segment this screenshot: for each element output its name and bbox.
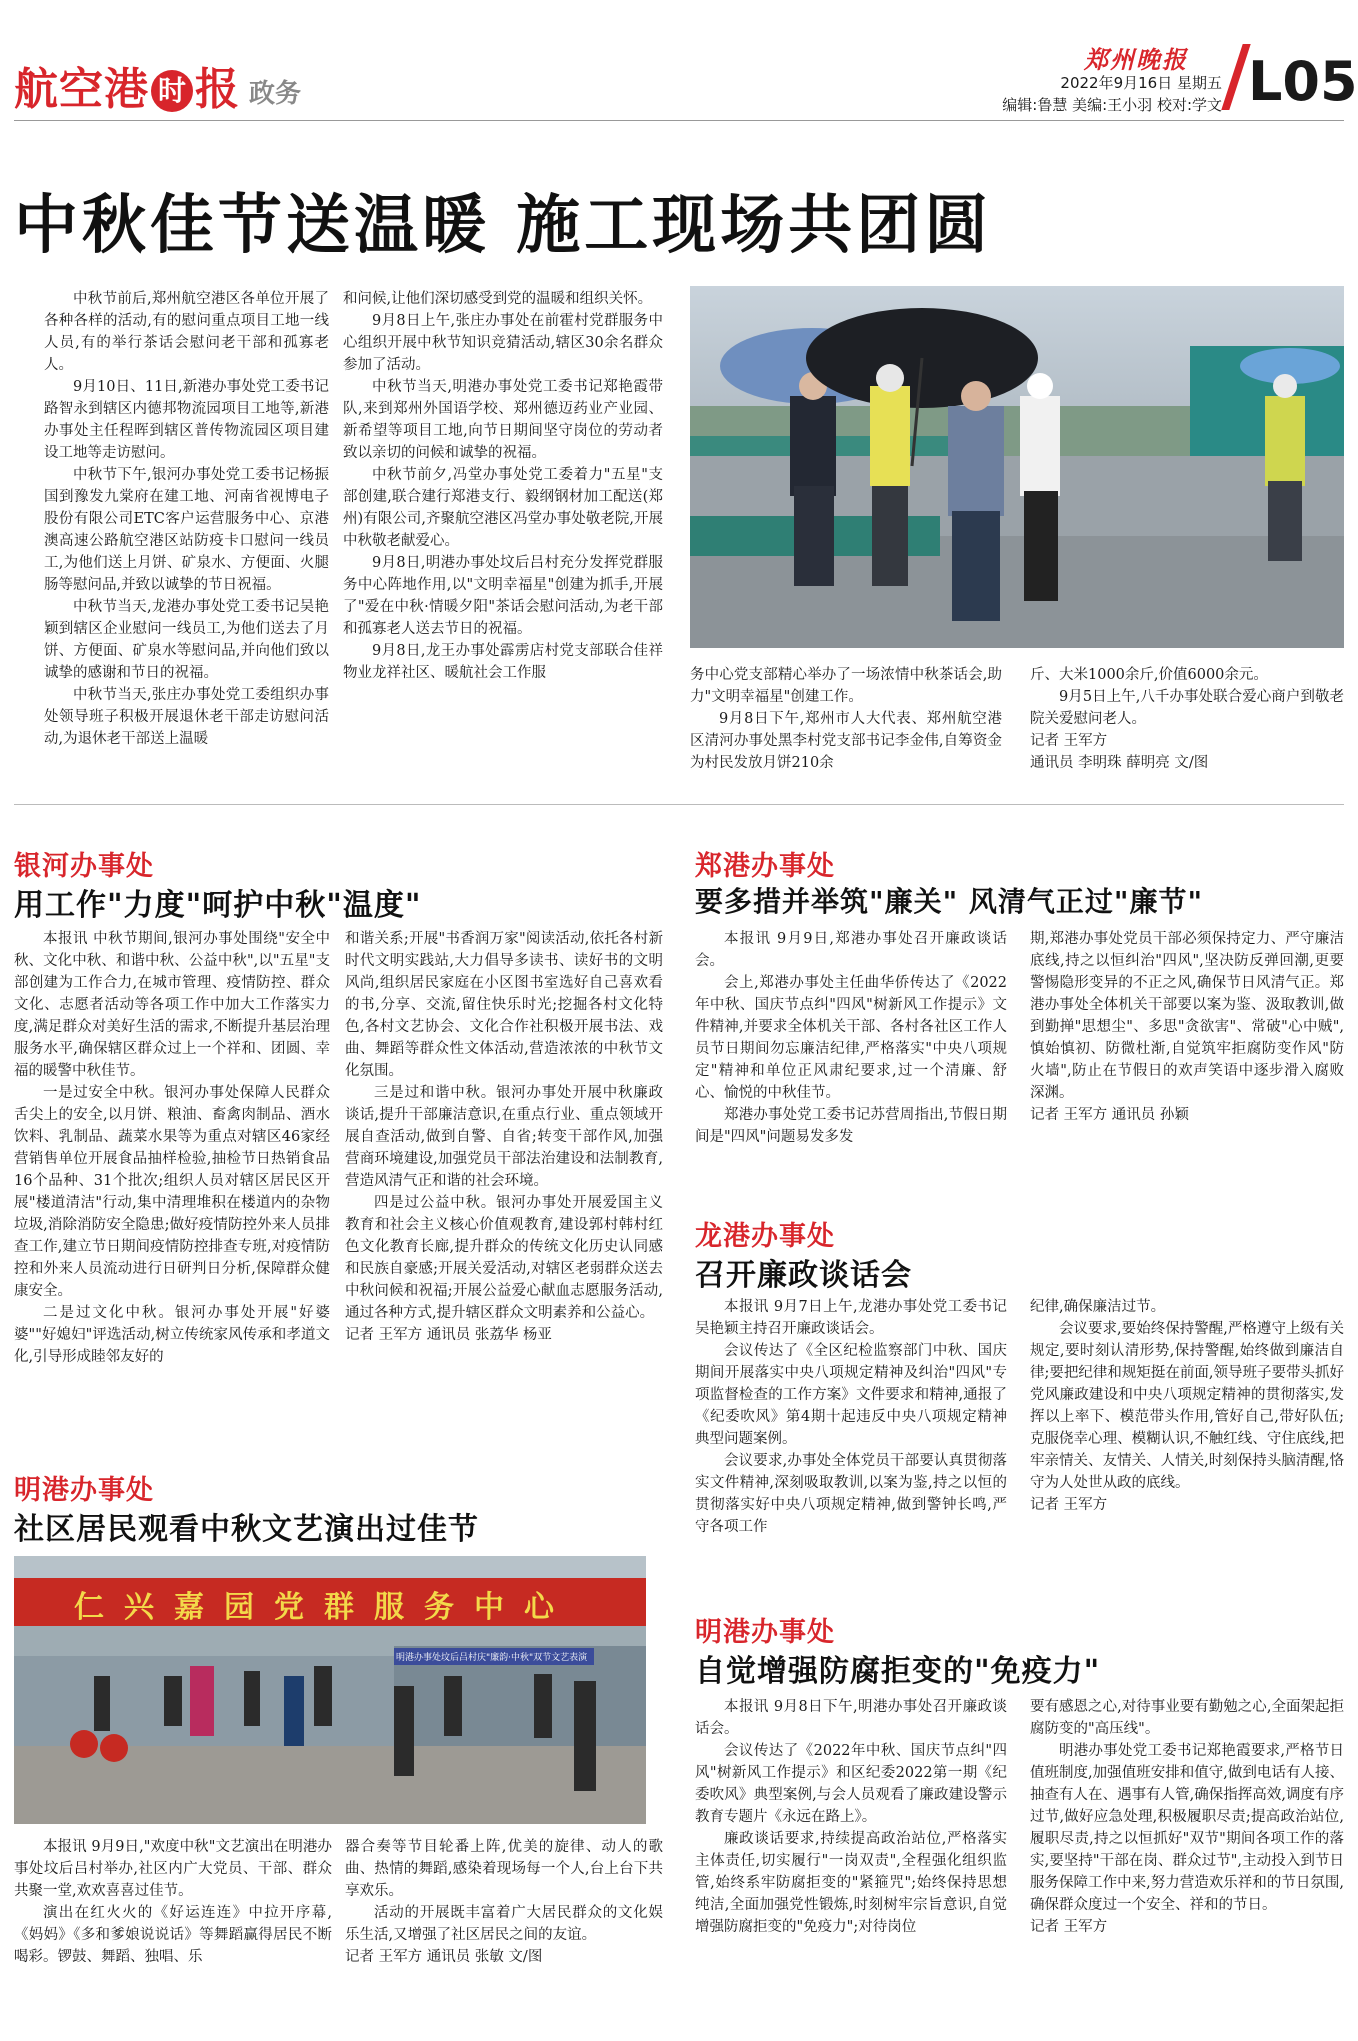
paragraph: 斤、大米1000余斤,价值6000余元。 [1030,667,1268,683]
paragraph: 和问候,让他们深切感受到党的温暖和组织关怀。 [343,291,653,307]
lead-column-1 [44,288,329,750]
minggang-photo [14,1556,646,1824]
paragraph: 郑港办事处党工委书记苏营周指出,节假日期间是"四风"问题易发多发 [695,1107,1007,1145]
byline: 记者 王军方 通讯员 孙颖 [1030,1107,1189,1123]
paragraph: 演出在红火火的《好运连连》中拉开序幕,《妈妈》《多和爹娘说说话》等舞蹈赢得居民不断喝彩。锣鼓、舞蹈、独唱、乐 [14,1905,332,1965]
headline-minggang-2: 自觉增强防腐拒变的"免疫力" [695,1654,1101,1689]
paragraph: 中秋节当天,龙港办事处党工委书记吴艳颖到辖区企业慰问一线员工,为他们送去了月饼、方便面、矿泉水等慰问品,并向他们致以诚挚的感谢和节日的祝福。 [44,599,329,681]
byline: 记者 王军方 通讯员 张荔华 杨亚 [345,1327,552,1343]
section-title-yinhe: 银河办事处 [14,851,154,882]
zhenggang-column-1 [695,928,1007,1148]
longgang-column-1 [695,1296,1007,1538]
paragraph: 会议传达了《全区纪检监察部门中秋、国庆期间开展落实中央八项规定精神及纠治"四风"专项监督检查的工作方案》文件要求和精神,通报了《纪委吹风》第4期十起违反中央八项规定精神典型问题案例。 [695,1343,1007,1447]
paragraph: 活动的开展既丰富着广大居民群众的文化娱乐生活,又增强了社区居民之间的友谊。 [345,1905,663,1943]
headline-zhenggang: 要多措并举筑"廉关" 风清气正过"廉节" [695,885,1204,918]
byline: 记者 王军方 通讯员 张敏 文/图 [345,1949,543,1965]
yinhe-column-1 [14,928,330,1368]
paragraph: 纪律,确保廉洁过节。 [1030,1299,1166,1315]
paragraph: 三是过和谐中秋。银河办事处开展中秋廉政谈话,提升干部廉洁意识,在重点行业、重点领域开展自查活动,做到自警、自省;转变干部作风,加强营商环境建设,加强党员干部法治建设和法制教育,营造风清气正和谐的社会环境。 [345,1085,663,1189]
paragraph: 本报讯 9月9日,郑港办事处召开廉政谈话会。 [695,931,1007,969]
paragraph: 会议传达了《2022年中秋、国庆节点纠"四风"树新风工作提示》和区纪委2022第一期《纪委吹风》典型案例,与会人员观看了廉政建设警示教育专题片《永远在路上》。 [695,1743,1007,1825]
paragraph: 会上,郑港办事处主任曲华侨传达了《2022年中秋、国庆节点纠"四风"树新风工作提示》文件精神,并要求全体机关干部、各村各社区工作人员节日期间勿忘廉洁纪律,严格落实"中央八项规定"精神和单位正风肃纪要求,过一个清廉、舒心、愉悦的中秋佳节。 [695,975,1007,1101]
byline: 记者 王军方 [1030,1919,1108,1935]
section-title-longgang: 龙港办事处 [695,1221,835,1252]
byline: 记者 王军方 [1030,1497,1108,1513]
lead-headline: 中秋佳节送温暖 施工现场共团圆 [14,189,993,263]
paragraph: 中秋节当天,明港办事处党工委书记郑艳霞带队,来到郑州外国语学校、郑州德迈药业产业园、新希望等项目工地,向节日期间坚守岗位的劳动者致以亲切的问候和诚挚的祝福。 [343,379,663,461]
brand-suffix: 报 [195,64,239,115]
paragraph: 本报讯 9月8日下午,明港办事处召开廉政谈话会。 [695,1699,1007,1737]
paragraph: 中秋节前后,郑州航空港区各单位开展了各种各样的活动,有的慰问重点项目工地一线人员,有的举行茶话会慰问老干部和孤寡老人。 [44,291,329,373]
yinhe-column-2 [345,928,663,1346]
masthead-rule [14,120,1344,121]
page-number: L05 [1248,50,1358,113]
section-label: 政务 [249,79,302,109]
paragraph: 中秋节下午,银河办事处党工委书记杨振国到豫发九棠府在建工地、河南省视博电子股份有限公司ETC客户运营服务中心、京港澳高速公路航空港区站防疫卡口慰问一线员工,为他们送上月饼、矿泉水、方便面、火腿肠等慰问品,并致以诚挚的节日祝福。 [44,467,329,593]
masthead [0,0,1358,120]
paragraph: 四是过公益中秋。银河办事处开展爱国主义教育和社会主义核心价值观教育,建设郭村韩村红色文化教育长廊,提升群众的传统文化历史认同感和民族自豪感;开展关爱活动,对辖区老弱群众送去中秋问候和祝福;开展公益爱心献血志愿服务活动,通过各种方式,提升辖区群众文明素养和公益心。 [345,1195,663,1321]
paragraph: 廉政谈话要求,持续提高政治站位,严格落实主体责任,切实履行"一岗双责",全程强化组织监管,始终系牢防腐拒变的"紧箍咒";始终保持思想纯洁,全面加强党性锻炼,时刻树牢宗旨意识,自觉增强防腐拒变的"免疫力";对待岗位 [695,1831,1007,1935]
headline-yinhe: 用工作"力度"呵护中秋"温度" [14,888,422,923]
paragraph: 期,郑港办事处党员干部必须保持定力、严守廉洁底线,持之以恒纠治"四风",坚决防反弹回潮,更要警惕隐形变异的不正之风,确保节日风清气正。郑港办事处全体机关干部要以案为鉴、汲取教训,做到勤掸"思想尘"、多思"贪欲害"、常破"心中贼",慎始慎初、防微杜渐,自觉筑牢拒腐防变作风"防火墙",防止在节假日的欢声笑语中逐步滑入腐败深渊。 [1030,931,1344,1101]
paragraph: 要有感恩之心,对待事业要有勤勉之心,全面架起拒腐防变的"高压线"。 [1030,1699,1344,1737]
issue-date: 2022年9月16日 星期五 [1060,74,1222,92]
headline-longgang: 召开廉政谈话会 [695,1258,912,1293]
paragraph: 9月10日、11日,新港办事处党工委书记路智永到辖区内德邦物流园项目工地等,新港办事处主任程晖到辖区普传物流园区项目建设工地等走访慰问。 [44,379,329,461]
headline-minggang: 社区居民观看中秋文艺演出过佳节 [14,1512,479,1547]
page-slash [1221,44,1250,110]
longgang-column-2 [1030,1296,1344,1516]
minggang-column-1 [14,1836,332,1968]
paragraph: 9月8日,明港办事处坟后吕村充分发挥党群服务中心阵地作用,以"文明幸福星"创建为抓手,开展了"爱在中秋·情暖夕阳"茶话会慰问活动,为老干部和孤寡老人送去节日的祝福。 [343,555,663,637]
minggang-column-2 [345,1836,663,1968]
lead-column-4 [1030,664,1344,774]
minggang2-column-1 [695,1696,1007,1938]
paragraph: 一是过安全中秋。银河办事处保障人民群众舌尖上的安全,以月饼、粮油、畜禽肉制品、酒水饮料、乳制品、蔬菜水果等为重点对辖区46家经营销售单位开展食品抽样检验,抽检节日热销食品16个品种、31个批次;组织人员对辖区居民区开展"楼道清洁"行动,集中清理堆积在楼道内的杂物垃圾,消除消防安全隐患;做好疫情防控外来人员排查工作,建立节日期间疫情防控排查专班,对疫情防控和外来人员流动进行日研判日分析,保障群众健康安全。 [14,1085,330,1299]
paragraph: 会议要求,办事处全体党员干部要认真贯彻落实文件精神,深刻吸取教训,以案为鉴,持之以恒的贯彻落实好中央八项规定精神,做到警钟长鸣,严守各项工作 [695,1453,1007,1535]
byline: 记者 王军方 [1030,733,1108,749]
paragraph: 本报讯 9月7日上午,龙港办事处党工委书记吴艳颖主持召开廉政谈话会。 [695,1299,1007,1337]
paragraph: 明港办事处党工委书记郑艳霞要求,严格节日值班制度,加强值班安排和值守,做到电话有人接、抽查有人在、遇事有人管,确保指挥高效,调度有序过节,做好应急处理,积极履职尽责;提高政治站位,履职尽责,持之以恒抓好"双节"期间各项工作的落实,要坚持"干部在岗、群众过节",主动投入到节日服务保障工作中来,努力营造欢乐祥和的节日氛围,确保群众度过一个安全、祥和的节日。 [1030,1743,1344,1913]
paragraph: 9月8日上午,张庄办事处在前霍村党群服务中心组织开展中秋节知识竞猜活动,辖区30余名群众参加了活动。 [343,313,663,373]
paragraph: 9月8日下午,郑州市人大代表、郑州航空港区清河办事处黑李村党支部书记李金伟,自筹资金为村民发放月饼210余 [690,711,1002,771]
paragraph: 9月5日上午,八千办事处联合爱心商户到敬老院关爱慰问老人。 [1030,689,1344,727]
paragraph: 务中心党支部精心举办了一场浓情中秋茶话会,助力"文明幸福星"创建工作。 [690,667,1002,705]
brand-circle: 时 [151,70,193,112]
masthead-brand [14,64,302,115]
photo-building-sign: 仁兴嘉园党群服务中心 [74,1590,574,1625]
paragraph: 中秋节前夕,冯堂办事处党工委着力"五星"支部创建,联合建行郑港支行、毅纲钢材加工配送(郑州)有限公司,齐聚航空港区冯堂办事处敬老院,开展中秋敬老献爱心。 [343,467,663,549]
newspaper-logo: 郑州晚报 [1084,45,1188,74]
zhenggang-column-2 [1030,928,1344,1126]
paragraph: 9月8日,龙王办事处霹雳店村党支部联合佳祥物业龙祥社区、暖航社会工作服 [343,643,663,681]
byline: 通讯员 李明珠 薛明亮 文/图 [1030,755,1209,771]
lead-column-2 [343,288,663,684]
construction-site-photo [690,286,1344,648]
paragraph: 中秋节当天,张庄办事处党工委组织办事处领导班子积极开展退休老干部走访慰问活动,为退休老干部送上温暖 [44,687,329,747]
section-title-minggang: 明港办事处 [14,1475,154,1506]
editor-credits: 编辑:鲁慧 美编:王小羽 校对:学文 [1002,96,1222,114]
section-divider [14,804,1344,805]
paragraph: 器合奏等节目轮番上阵,优美的旋律、动人的歌曲、热情的舞蹈,感染着现场每一个人,台上台下共享欢乐。 [345,1839,663,1899]
paragraph: 二是过文化中秋。银河办事处开展"好婆婆""好媳妇"评选活动,树立传统家风传承和孝道文化,引导形成睦邻友好的 [14,1305,330,1365]
minggang2-column-2 [1030,1696,1344,1938]
paragraph: 和谐关系;开展"书香润万家"阅读活动,依托各村新时代文明实践站,大力倡导多读书、读好书的文明风尚,组织居民家庭在小区图书室选好自己喜欢看的书,分享、交流,留住快乐时光;挖掘各村文化特色,各村文艺协会、文化合作社积极开展书法、戏曲、舞蹈等群众性文体活动,营造浓浓的中秋节文化氛围。 [345,931,663,1079]
section-title-zhenggang: 郑港办事处 [695,851,835,882]
paragraph: 会议要求,要始终保持警醒,严格遵守上级有关规定,要时刻认清形势,保持警醒,始终做到廉洁自律;要把纪律和规矩挺在前面,领导班子要带头抓好党风廉政建设和中央八项规定精神的贯彻落实,发挥以上率下、模范带头作用,管好自己,带好队伍;克服侥幸心理、模糊认识,不触红线、守住底线,把牢亲情关、友情关、人情关,时刻保持头脑清醒,恪守为人处世从政的底线。 [1030,1321,1344,1491]
paragraph: 本报讯 中秋节期间,银河办事处围绕"安全中秋、文化中秋、和谐中秋、公益中秋",以"五星"支部创建为工作合力,在城市管理、疫情防控、群众文化、志愿者活动等各项工作中加大工作落实力度,满足群众对美好生活的需求,不断提升基层治理服务水平,确保辖区群众过上一个祥和、团圆、幸福的暖警中秋佳节。 [14,931,330,1079]
photo-stage-banner: 明港办事处坟后吕村庆"廉韵·中秋"双节文艺表演 [394,1648,594,1665]
lead-column-3 [690,664,1002,774]
brand-name: 航空港 [14,64,149,115]
section-title-minggang-2: 明港办事处 [695,1617,835,1648]
paragraph: 本报讯 9月9日,"欢度中秋"文艺演出在明港办事处坟后吕村举办,社区内广大党员、干部、群众共聚一堂,欢欢喜喜过佳节。 [14,1839,332,1899]
lead-photo [690,286,1344,648]
